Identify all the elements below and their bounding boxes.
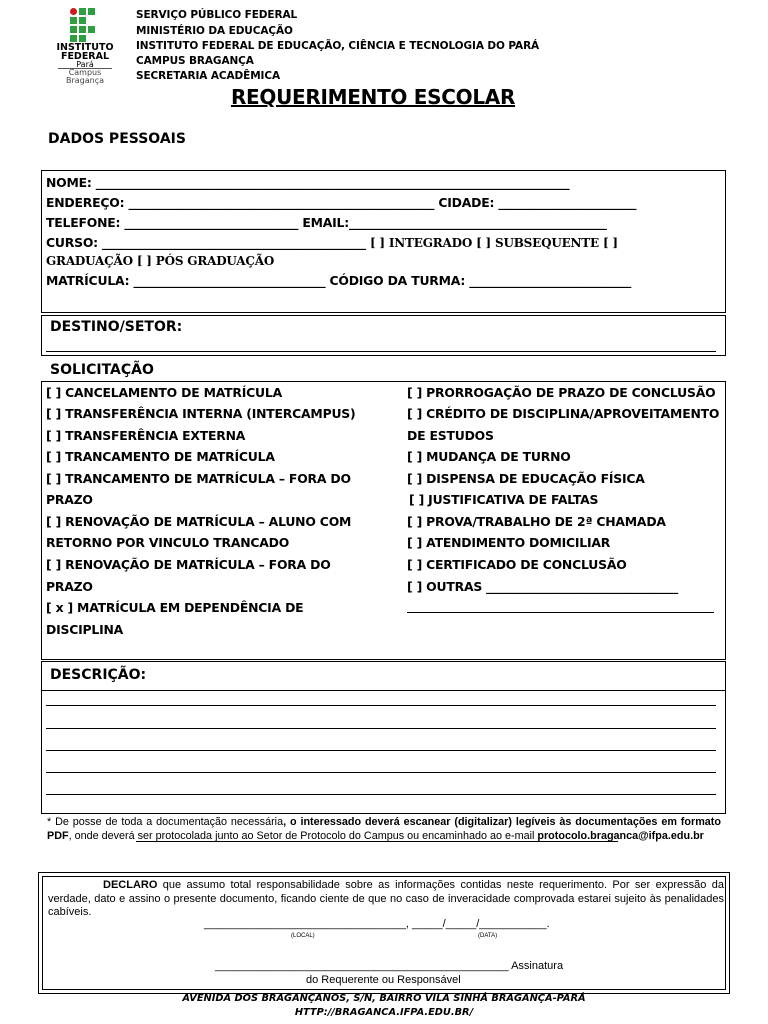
protocol-note xyxy=(47,815,721,843)
descricao-line[interactable] xyxy=(46,794,716,795)
section-destino: DESTINO/SETOR: xyxy=(50,319,183,335)
header-line-3: INSTITUTO FEDERAL DE EDUCAÇÃO, CIÊNCIA E TECNOLOGIA DO PARÁ xyxy=(136,40,540,52)
option-renovacao-fora-prazo[interactable]: [ ] RENOVAÇÃO DE MATRÍCULA – FORA DO xyxy=(46,557,331,572)
option-trancamento-fora-prazo-cont: PRAZO xyxy=(46,492,93,507)
destino-input-line[interactable] xyxy=(46,351,716,352)
header-line-4: CAMPUS BRAGANÇA xyxy=(136,55,254,67)
option-outras[interactable]: [ ] OUTRAS ________________________________ xyxy=(407,579,679,594)
header-line-1: SERVIÇO PÚBLICO FEDERAL xyxy=(136,9,298,21)
outras-extra-line[interactable] xyxy=(407,612,714,613)
option-mudanca-turno[interactable]: [ ] MUDANÇA DE TURNO xyxy=(407,449,571,464)
descricao-box xyxy=(41,690,726,814)
option-transferencia-externa[interactable]: [ ] TRANSFERÊNCIA EXTERNA xyxy=(46,428,246,443)
descricao-line[interactable] xyxy=(46,705,716,706)
field-curso-label: CURSO: ____________________________________________ xyxy=(46,235,370,250)
note-underline xyxy=(136,841,618,842)
curso-options-2[interactable]: GRADUAÇÃO [ ] PÓS GRADUAÇÃO xyxy=(46,254,275,268)
section-descricao: DESCRIÇÃO: xyxy=(50,667,147,683)
logo-text-campus: Campus xyxy=(68,68,102,77)
signature-line[interactable]: ________________________________________________ Assinatura xyxy=(215,960,564,972)
option-renovacao-aluno-retorno[interactable]: [ ] RENOVAÇÃO DE MATRÍCULA – ALUNO COM xyxy=(46,514,352,529)
option-matricula-dependencia[interactable]: [ x ] MATRÍCULA EM DEPENDÊNCIA DE xyxy=(46,600,304,615)
field-nome[interactable]: NOME: _______________________________________________________________________________ xyxy=(46,175,570,190)
option-atendimento-domiciliar[interactable]: [ ] ATENDIMENTO DOMICILIAR xyxy=(407,535,611,550)
page-title: REQUERIMENTO ESCOLAR xyxy=(230,85,516,109)
option-renovacao-fora-prazo-cont: PRAZO xyxy=(46,579,93,594)
option-matricula-dependencia-cont: DISCIPLINA xyxy=(46,622,124,637)
option-trancamento[interactable]: [ ] TRANCAMENTO DE MATRÍCULA xyxy=(46,449,275,464)
declaration-bold: DECLARO xyxy=(103,879,158,891)
option-credito-disciplina-cont: DE ESTUDOS xyxy=(407,428,494,443)
option-prorrogacao-prazo[interactable]: [ ] PRORROGAÇÃO DE PRAZO DE CONCLUSÃO xyxy=(407,385,716,400)
declaration-text xyxy=(48,879,724,920)
note-part-2: , o interessado deverá escanear (digitalizar) legíveis às documentações em formato PDF xyxy=(47,816,721,842)
header-line-5: SECRETARIA ACADÊMICA xyxy=(136,70,280,82)
protocol-email[interactable]: protocolo.braganca@ifpa.edu.br xyxy=(537,830,704,842)
option-cancelamento[interactable]: [ ] CANCELAMENTO DE MATRÍCULA xyxy=(46,385,282,400)
field-curso[interactable] xyxy=(46,235,618,250)
place-date-line[interactable]: _________________________________, _____/_____/___________. xyxy=(204,918,550,930)
footer-url[interactable]: HTTP://BRAGANCA.IFPA.EDU.BR/ xyxy=(294,1007,474,1018)
descricao-line[interactable] xyxy=(46,728,716,729)
option-transferencia-interna[interactable]: [ ] TRANSFERÊNCIA INTERNA (INTERCAMPUS) xyxy=(46,406,356,421)
data-label: (DATA) xyxy=(478,933,498,939)
option-prova-segunda-chamada[interactable]: [ ] PROVA/TRABALHO DE 2ª CHAMADA xyxy=(407,514,666,529)
field-endereco[interactable]: ENDEREÇO: ___________________________________________________ CIDADE: _______________________ xyxy=(46,195,637,210)
logo-text-instituto: INSTITUTO xyxy=(56,42,114,53)
note-part-3: , onde deverá ser protocolada junto ao Setor de Protocolo do Campus ou encaminhado ao e-mail xyxy=(68,830,538,842)
local-label: (LOCAL) xyxy=(291,933,315,939)
section-dados-pessoais: DADOS PESSOAIS xyxy=(48,131,186,147)
option-trancamento-fora-prazo[interactable]: [ ] TRANCAMENTO DE MATRÍCULA – FORA DO xyxy=(46,471,351,486)
descricao-line[interactable] xyxy=(46,750,716,751)
footer-address: AVENIDA DOS BRAGANÇANOS, S/N, BAIRRO VILA SINHÁ BRAGANÇA-PARÁ xyxy=(182,993,586,1004)
option-dispensa-ed-fisica[interactable]: [ ] DISPENSA DE EDUCAÇÃO FÍSICA xyxy=(407,471,645,486)
header-line-2: MINISTÉRIO DA EDUCAÇÃO xyxy=(136,25,293,37)
curso-options[interactable]: [ ] INTEGRADO [ ] SUBSEQUENTE [ ] xyxy=(369,236,618,250)
field-telefone[interactable]: TELEFONE: _____________________________ EMAIL:___________________________________________ xyxy=(46,215,607,230)
logo-text-para: Pará xyxy=(76,60,94,69)
option-justificativa-faltas[interactable]: [ ] JUSTIFICATIVA DE FALTAS xyxy=(409,492,599,507)
declaration-body: que assumo total responsabilidade sobre as informações contidas neste requerimento. Por ser expressão da verdade, dato e assino o presente documento, ficando ciente de que no caso de inveracidade comprovada estarei sujeito às penalidades cabíveis. xyxy=(48,879,724,918)
option-certificado-conclusao[interactable]: [ ] CERTIFICADO DE CONCLUSÃO xyxy=(407,557,627,572)
note-part-1: * De posse de toda a documentação necessária xyxy=(47,816,284,828)
option-credito-disciplina[interactable]: [ ] CRÉDITO DE DISCIPLINA/APROVEITAMENTO xyxy=(407,406,720,421)
logo-text-braganca: Bragança xyxy=(65,76,105,85)
option-renovacao-aluno-retorno-cont: RETORNO POR VINCULO TRANCADO xyxy=(46,535,290,550)
logo-text-federal: FEDERAL xyxy=(60,51,110,62)
section-solicitacao: SOLICITAÇÃO xyxy=(50,362,154,378)
field-matricula[interactable]: MATRÍCULA: ________________________________ CÓDIGO DA TURMA: ___________________________ xyxy=(46,273,632,288)
signature-label: do Requerente ou Responsável xyxy=(306,974,461,986)
descricao-line[interactable] xyxy=(46,772,716,773)
